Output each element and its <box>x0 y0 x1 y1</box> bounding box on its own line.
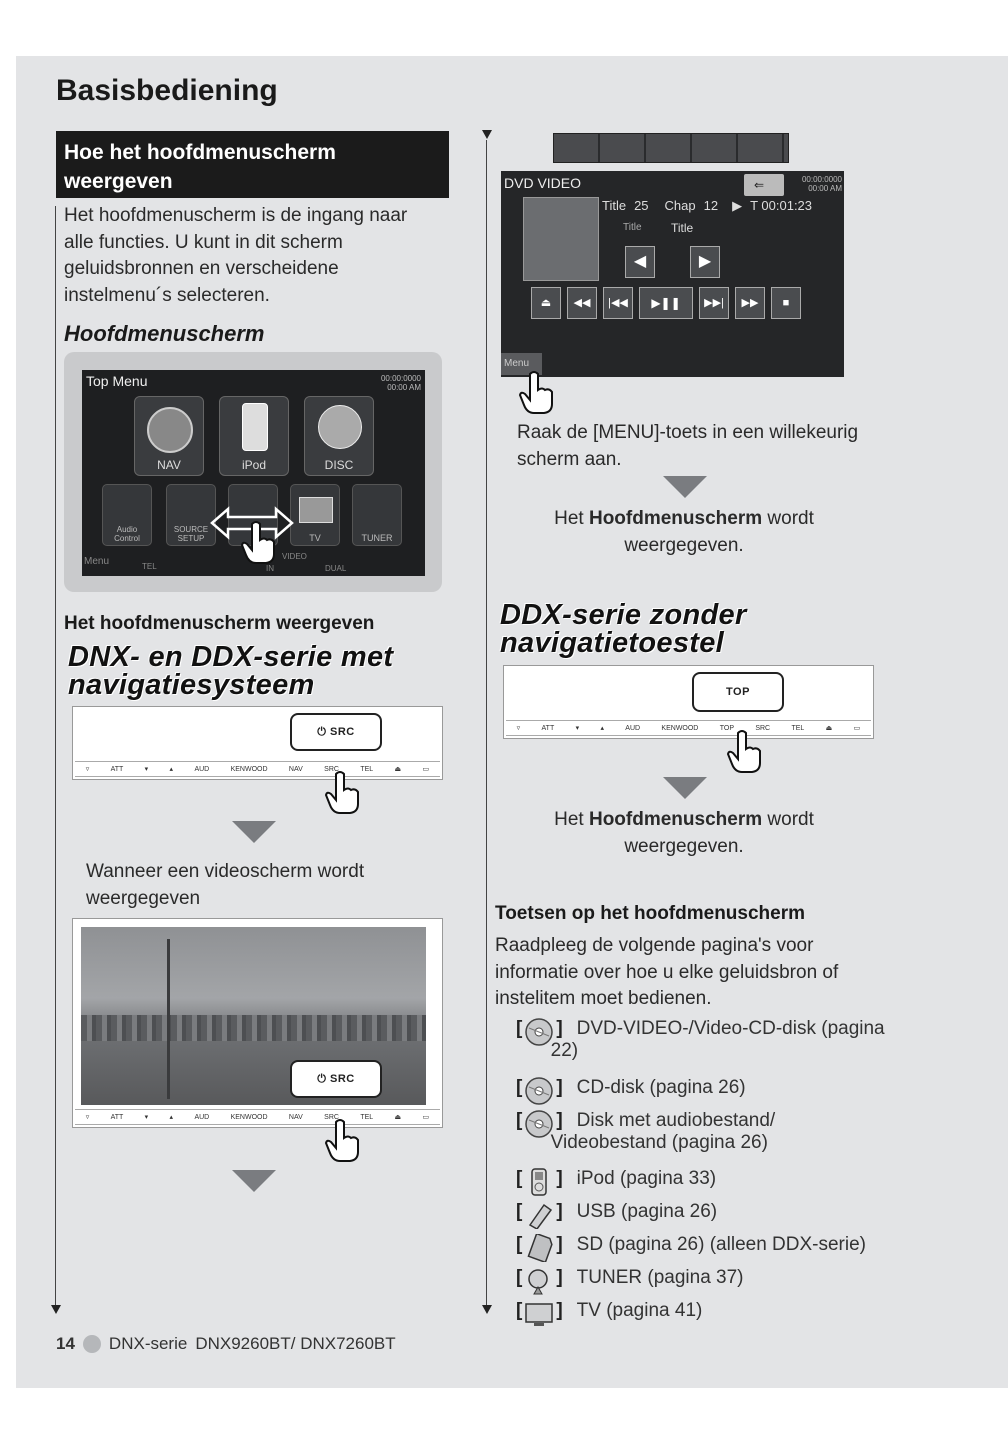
hand-pointer-icon <box>238 520 278 564</box>
next-chapter-button[interactable]: ▶▶| <box>699 287 729 319</box>
legend-item <box>516 1234 897 1262</box>
play-pause-button[interactable]: ▶❚❚ <box>639 287 693 319</box>
back-icon: ⇐ <box>754 178 765 192</box>
legend-text: SD (pagina 26) (alleen DDX-serie) <box>576 1234 866 1255</box>
keys-intro: Raadpleeg de volgende pagina's voor informatie over hoe u elke geluidsbron of instelitem moet bedienen. <box>495 935 839 1009</box>
down-triangle <box>663 476 707 498</box>
hand-pointer-icon <box>322 770 362 814</box>
page-number: 14 <box>56 1334 75 1353</box>
bracket-open: [ <box>516 1168 523 1189</box>
show-heading: Het hoofdmenuscherm weergeven <box>64 613 375 634</box>
legend-text: USB (pagina 26) <box>576 1201 718 1222</box>
ipod-icon <box>242 403 268 451</box>
menu-label: Menu <box>84 556 110 567</box>
legend-item <box>516 1018 897 1062</box>
unit-front-panel-ddx <box>503 665 874 739</box>
legend-text-2: Videobestand (pagina 26) <box>550 1132 768 1153</box>
disc-label: DISC <box>324 458 354 472</box>
audio-control-label: Audio Control <box>114 525 140 543</box>
dvd-info-row: Title 25 Chap 12 ▶ T 00:01:23 <box>602 198 813 213</box>
legend-text: TV (pagina 41) <box>576 1300 703 1321</box>
audio-control-tile[interactable] <box>102 484 152 546</box>
video-label: VIDEO <box>282 552 307 561</box>
page-footer <box>56 1334 396 1354</box>
tuner-icon <box>524 1267 554 1295</box>
unit-front-panel-1 <box>72 706 443 780</box>
legend-item <box>516 1267 897 1295</box>
legend-text-2: 22) <box>550 1040 579 1061</box>
dvd-top-toolbar <box>553 133 789 163</box>
prev-chapter-button[interactable]: |◀◀ <box>603 287 633 319</box>
forward-button[interactable]: ▶▶ <box>735 287 765 319</box>
down-triangle <box>663 777 707 799</box>
legend-text: Disk met audiobestand/ <box>576 1110 776 1131</box>
footer-series: DNX-serie <box>108 1334 188 1353</box>
bracket-open: [ <box>516 1110 523 1131</box>
menu-button[interactable]: Menu <box>501 353 542 375</box>
ipod-label: iPod <box>241 458 267 472</box>
keys-heading: Toetsen op het hoofdmenuscherm <box>495 903 806 924</box>
hand-pointer-icon <box>724 729 764 773</box>
dnx-heading: DNX- en DDX-serie met navigatiesysteem <box>68 641 394 701</box>
sd-icon <box>524 1234 554 1262</box>
touch-menu-text: Raak de [MENU]-toets in een willekeurig scherm aan. <box>517 422 859 470</box>
disc-icon <box>318 405 362 449</box>
legend-item <box>516 1300 897 1328</box>
disc-icon <box>524 1110 554 1138</box>
tv-label: TV <box>309 533 321 543</box>
bracket-close: ] <box>556 1168 563 1189</box>
ipod-icon <box>524 1168 554 1196</box>
in-label: IN <box>266 564 274 573</box>
ipod-tile[interactable] <box>219 396 289 476</box>
intro-paragraph: Het hoofdmenuscherm is de ingang naar alle functies. U kunt in dit scherm geluidsbronnen en verscheidene instelmenu´s selecteren. <box>64 205 408 306</box>
down-triangle <box>232 1170 276 1192</box>
tv-icon <box>299 497 333 523</box>
bracket-open: [ <box>516 1077 523 1098</box>
unit-button-bar: ▿ ATT ▾ ▴ AUD KENWOOD NAV SRC TEL ⏏ ▭ <box>75 761 440 777</box>
stop-button[interactable]: ■ <box>771 287 801 319</box>
bracket-open: [ <box>516 1267 523 1288</box>
bracket-open: [ <box>516 1234 523 1255</box>
down-triangle <box>232 821 276 843</box>
flow-arrow-right <box>482 1305 492 1314</box>
bracket-close: ] <box>556 1201 563 1222</box>
flow-arrow-left <box>51 1305 61 1314</box>
tv-icon <box>524 1300 554 1328</box>
dvd-video-screenshot <box>501 171 844 377</box>
transport-controls <box>531 287 801 319</box>
flow-arrow-right-top <box>482 130 492 139</box>
legend-text: DVD-VIDEO-/Video-CD-disk (pagina <box>576 1018 885 1039</box>
flow-line-left <box>55 206 56 1306</box>
legend-text: CD-disk (pagina 26) <box>576 1077 746 1098</box>
disc-icon <box>524 1018 554 1046</box>
section-header-box: Hoe het hoofdmenuscherm weergeven <box>56 131 449 198</box>
ddx-heading: DDX-serie zonder navigatietoestel <box>500 599 747 659</box>
source-setup-tile[interactable] <box>166 484 216 546</box>
bracket-close: ] <box>556 1300 563 1321</box>
dvd-clock: 00:00:0000 00:00 AM <box>801 175 842 193</box>
flow-line-right <box>486 140 487 1306</box>
disc-tile[interactable] <box>304 396 374 476</box>
bracket-open: [ <box>516 1018 523 1039</box>
legend-item <box>516 1077 897 1105</box>
footer-dot-icon <box>83 1335 101 1353</box>
tel-label: TEL <box>142 562 157 571</box>
dvd-cover-icon <box>523 197 599 281</box>
usb-icon <box>524 1201 554 1229</box>
dual-label: DUAL <box>325 564 347 573</box>
dvd-sub1: Title <box>623 222 642 233</box>
unit-button-bar: ▿ ATT ▾ ▴ AUD KENWOOD NAV SRC TEL ⏏ ▭ <box>75 1109 440 1125</box>
subheading-hoofdmenuscherm: Hoofdmenuscherm <box>64 321 265 346</box>
source-setup-label: SOURCE SETUP <box>173 525 209 543</box>
tuner-tile[interactable] <box>352 484 402 546</box>
next-title-button[interactable]: ▶ <box>690 246 720 278</box>
bracket-open: [ <box>516 1300 523 1321</box>
top-menu-label: Top Menu <box>86 373 148 389</box>
legend-item <box>516 1201 897 1229</box>
prev-title-button[interactable]: ◀ <box>625 246 655 278</box>
bracket-close: ] <box>556 1077 563 1098</box>
lamp-post <box>167 939 170 1099</box>
city-skyline <box>81 1015 426 1041</box>
bracket-close: ] <box>556 1234 563 1255</box>
nav-icon <box>147 407 193 453</box>
legend-item <box>516 1168 897 1196</box>
tuner-label: TUNER <box>361 533 393 543</box>
back-button[interactable] <box>744 174 784 196</box>
src-callout-video[interactable]: ⏻ SRC <box>290 1060 382 1098</box>
bracket-close: ] <box>556 1267 563 1288</box>
src-callout[interactable]: ⏻ SRC <box>290 713 382 751</box>
bracket-close: ] <box>556 1110 563 1131</box>
top-callout[interactable]: TOP <box>692 672 784 712</box>
dvd-sub2: Title <box>671 221 694 235</box>
bracket-open: [ <box>516 1201 523 1222</box>
video-text: Wanneer een videoscherm wordt weergegeven <box>86 861 365 909</box>
nav-tile[interactable] <box>134 396 204 476</box>
disc-icon <box>524 1077 554 1105</box>
legend-text: TUNER (pagina 37) <box>576 1267 744 1288</box>
nav-label: NAV <box>157 458 181 472</box>
legend-item <box>516 1110 897 1154</box>
legend-text: iPod (pagina 33) <box>576 1168 717 1189</box>
unit-front-panel-video <box>72 918 443 1128</box>
dvd-label: DVD VIDEO <box>504 175 582 191</box>
result-text-2: Het Hoofdmenuscherm wordt weergegeven. <box>554 809 814 857</box>
result-text-1: Het Hoofdmenuscherm wordt weergegeven. <box>554 508 814 556</box>
bracket-close: ] <box>556 1018 563 1039</box>
page-title: Basisbediening <box>56 74 278 107</box>
footer-models: DNX9260BT/ DNX7260BT <box>195 1334 396 1353</box>
hand-pointer-icon <box>322 1118 362 1162</box>
hand-pointer-icon <box>516 370 556 414</box>
rewind-button[interactable]: ◀◀ <box>567 287 597 319</box>
unit-button-bar: ▿ ATT ▾ ▴ AUD KENWOOD TOP SRC TEL ⏏ ▭ <box>506 720 871 736</box>
tv-tile[interactable] <box>290 484 340 546</box>
top-menu-clock: 00:00:0000 00:00 AM <box>380 374 421 392</box>
eject-button[interactable]: ⏏ <box>531 287 561 319</box>
